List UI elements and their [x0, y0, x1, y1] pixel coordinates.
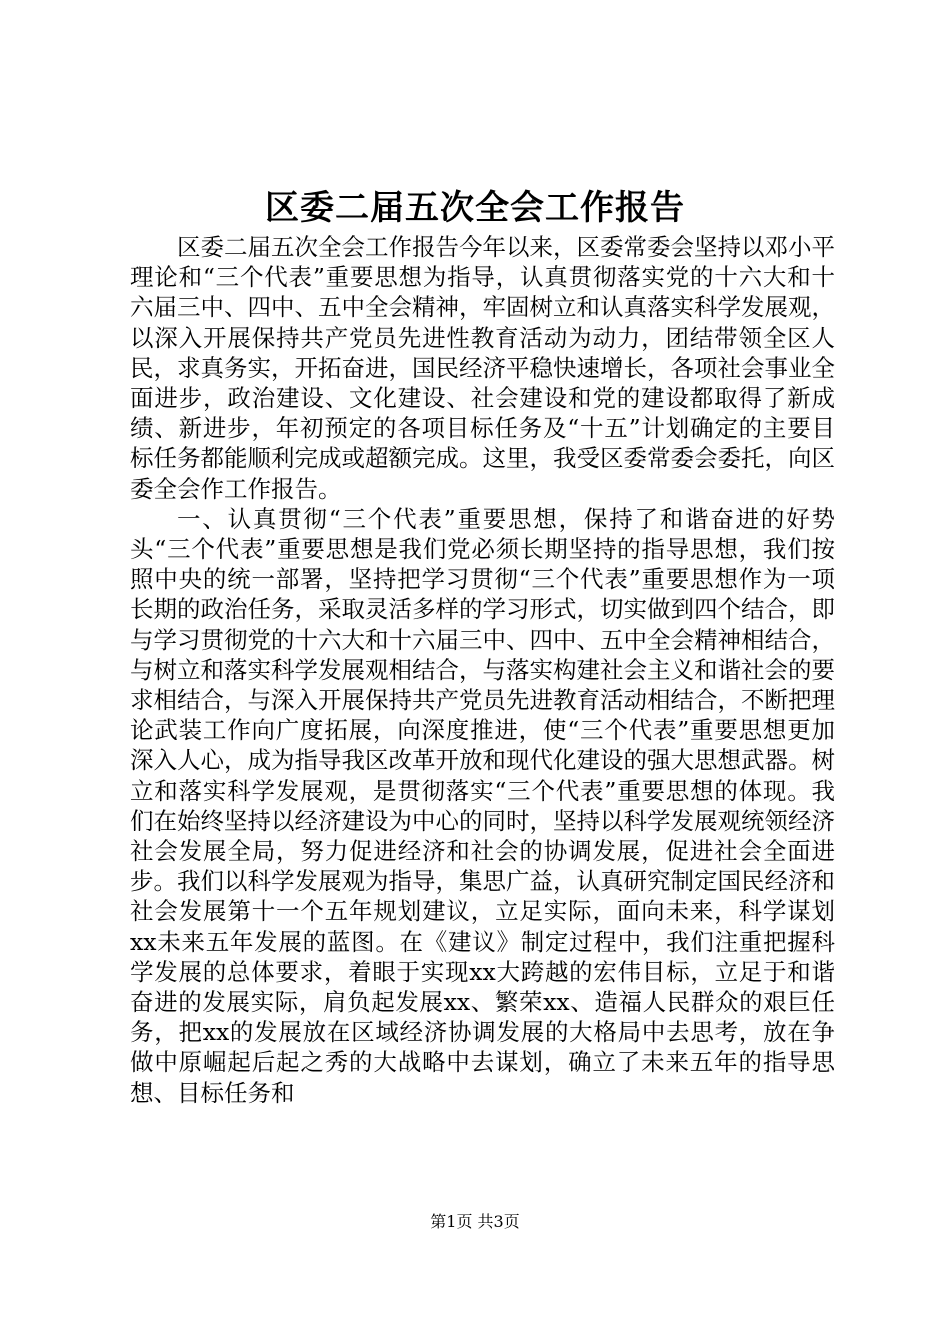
page-number-footer: 第1页 共3页 — [430, 1212, 520, 1231]
document-title: 区委二届五次全会工作报告 — [265, 188, 685, 228]
body-paragraph: 区委二届五次全会工作报告今年以来，区委常委会坚持以邓小平理论和“三个代表”重要思想为指导，认真贯彻落实党的十六大和十六届三中、四中、五中全会精神，牢固树立和认真落实科学发展观，以深入开展保持共产党员先进性教育活动为动力，团结带领全区人民，求真务实，开拓奋进，国民经济平稳快速增长，各项社会事业全面进步，政治建设、文化建设、社会建设和党的建设都取得了新成绩、新进步，年初预定的各项目标任务及“十五”计划确定的主要目标任务都能顺利完成或超额完成。这里，我受区委常委会委托，向区委全会作工作报告。 — [130, 233, 835, 503]
body-paragraph: 一、认真贯彻“三个代表”重要思想，保持了和谐奋进的好势头“三个代表”重要思想是我们党必须长期坚持的指导思想，我们按照中央的统一部署，坚持把学习贯彻“三个代表”重要思想作为一项长期的政治任务，采取灵活多样的学习形式，切实做到四个结合，即与学习贯彻党的十六大和十六届三中、四中、五中全会精神相结合，与树立和落实科学发展观相结合，与落实构建社会主义和谐社会的要求相结合，与深入开展保持共产党员先进教育活动相结合，不断把理论武装工作向广度拓展，向深度推进，使“三个代表”重要思想更加深入人心，成为指导我区改革开放和现代化建设的强大思想武器。树立和落实科学发展观，是贯彻落实“三个代表”重要思想的体现。我们在始终坚持以经济建设为中心的同时，坚持以科学发展观统领经济社会发展全局，努力促进经济和社会的协调发展，促进社会全面进步。我们以科学发展观为指导，集思广益，认真研究制定国民经济和社会发展第十一个五年规划建议，立足实际，面向未来，科学谋划xx未来五年发展的蓝图。在《建议》制定过程中，我们注重把握科学发展的总体要求，着眼于实现xx大跨越的宏伟目标，立足于和谐奋进的发展实际，肩负起发展xx、繁荣xx、造福人民群众的艰巨任务，把xx的发展放在区域经济协调发展的大格局中去思考，放在争做中原崛起后起之秀的大战略中去谋划，确立了未来五年的指导思想、目标任务和 — [130, 504, 835, 1107]
document-body — [130, 232, 835, 1108]
